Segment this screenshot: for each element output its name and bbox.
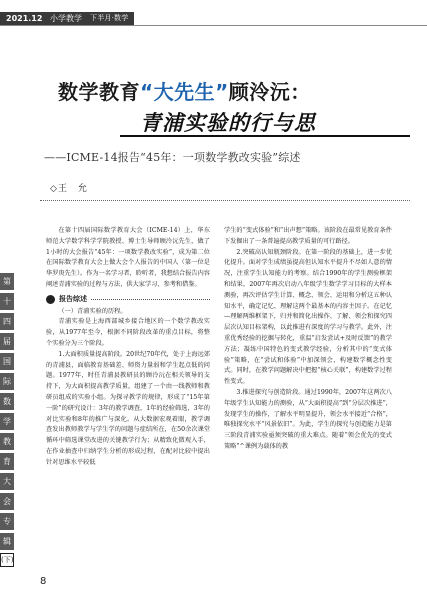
section-underline [91,299,210,300]
sidebar-char: 会 [0,493,14,510]
magazine-logo: 小学教学 [50,14,82,23]
left-column [46,226,210,469]
dotted-divider [40,200,410,201]
section-heading [46,294,210,305]
sidebar-char: (下) [0,553,14,567]
sidebar-char: 辑 [0,533,14,550]
paragraph: 1.大面积质量提高阶段。20世纪70年代，处于上海远郊的青浦县，面临教育基础差、师资力量弱和学生起点低的问题。1977年，时任青浦县教研员的顾泠沅在相关领导的支持下，为大面积提高教学质量，组建了一个由一线教师和教研员组成的实验小组。为探寻教学的规律，形成了“15年第一阶”的研究设计：3年的教学调查，1年的经验筛选，3年的对比实验和8年的推广与深化。从大数据宏观着眼，教学调查发出教师教学与学生学的问题与症结所在，在50余次课堂循环中筛选课堂改进的关键教学行为；从精致化微观入手，在作业抽查中归纳学生分析的形成过程，在配对比较中提出针对思维水平较低 [46,350,210,466]
paragraph: 青浦实验是上海西部城乡接合地区的一个数学教改实验，从1977年至今，根据不同阶段改革的重点目标，将整个实验分为三个阶段。 [46,318,210,347]
right-column [224,226,392,453]
article-title [58,76,311,105]
sidebar-char: 专 [0,513,14,530]
title-part-3: 顾泠沅： [228,80,311,104]
sidebar-char: 届 [0,333,14,350]
header-bar [0,12,134,25]
sidebar-char: 教 [0,433,14,450]
title-part-1: 数学教育 [58,80,140,104]
section-label: 报告综述 [59,294,87,303]
issue-date: 2021.12 [6,14,43,23]
article-subtitle: ——ICME-14报告“45年：一项数学教改实验”综述 [44,151,301,164]
paragraph: 2.突破高认知瓶颈阶段。在第一阶段的基础上，进一步优化提升。面对学生成绩虽提高但认知水平提升不尽如人意的情况，注重学生认知能力的考察。结合1990年的学生测验框架和结果，2007年再次启动八年级学生数学学习目标的大样本测验，再次评估学生计算、概念、领会、运用和分析这五种认知水平，确定记忆、理解这两个最基本的内容主因子。在记忆—理解两维框架下，归并和简化出操作、了解、领会和探究四层次认知目标架构，以此推进有深度的学习与教学。此外，注重优秀经验的挖掘与转化，重温“启发尝试+及时反馈”的教学方法；凝练中国特色的变式教学经验，分析其中的“变式体验”策略，在“尝试和体验”中加深领会，构建数学概念性变式。同时，在教学问题解决中把握“核心关联”，构建数学过程性变式。 [224,248,392,386]
sidebar-char: 第 [0,273,14,290]
paragraph: 3.推进探究与创造阶段。通过1990年，2007年这两次八年级学生认知能力的测验，从“大面积提高”到“分层次推进”，发现学生的操作，了解水平明显提升，领会水平接近“合格”，唯独探究水平“风景依旧”。为此，学生的探究与创造能力是第三阶段青浦实验亟须突破的重大难点。随着“领会优先的变式策略”^课例为载体的教 [224,388,392,450]
title-underline [120,135,410,137]
sidebar-char: 四 [0,313,14,330]
sidebar-char: 数 [0,393,14,410]
bullet-icon [46,295,55,304]
article-title-calligraphy: 青浦实验的行与思 [140,110,316,135]
sidebar-char: 际 [0,373,14,390]
paragraph: 学生的“变式体验”和“出声想”策略。该阶段在最常见教育条件下发掘出了一条普遍提高教学质量的可行路径。 [224,227,392,245]
intro-paragraph: 在第十四届国际数学教育大会（ICME-14）上，华东师范大学数学科学学院教授、博士生导师顾泠沅先生，做了1小时的大会报告“45年：一项数学教改实验”，成为第二位在国际数学教育大会上做大会个人报告的中国人（第一位是华罗庚先生）。作为一名学习者，聆听者，我想结合报告内容阐述青浦实验的过程与方法，供大家学习、参考和借鉴。 [46,227,210,288]
author-byline: ◇王 允 [50,184,88,194]
subsection-heading: （一）青浦实验的历程。 [58,307,127,315]
title-part-2: “大先生” [140,80,229,104]
issue-subtitle: 下半月·数学 [90,14,129,22]
special-issue-sidebar [0,273,14,567]
sidebar-char: 大 [0,473,14,490]
sidebar-char: 十 [0,293,14,310]
header-rule [0,25,427,26]
sidebar-char: 国 [0,353,14,370]
page-number: 8 [40,576,47,587]
sidebar-char: 育 [0,453,14,470]
sidebar-char: 学 [0,413,14,430]
